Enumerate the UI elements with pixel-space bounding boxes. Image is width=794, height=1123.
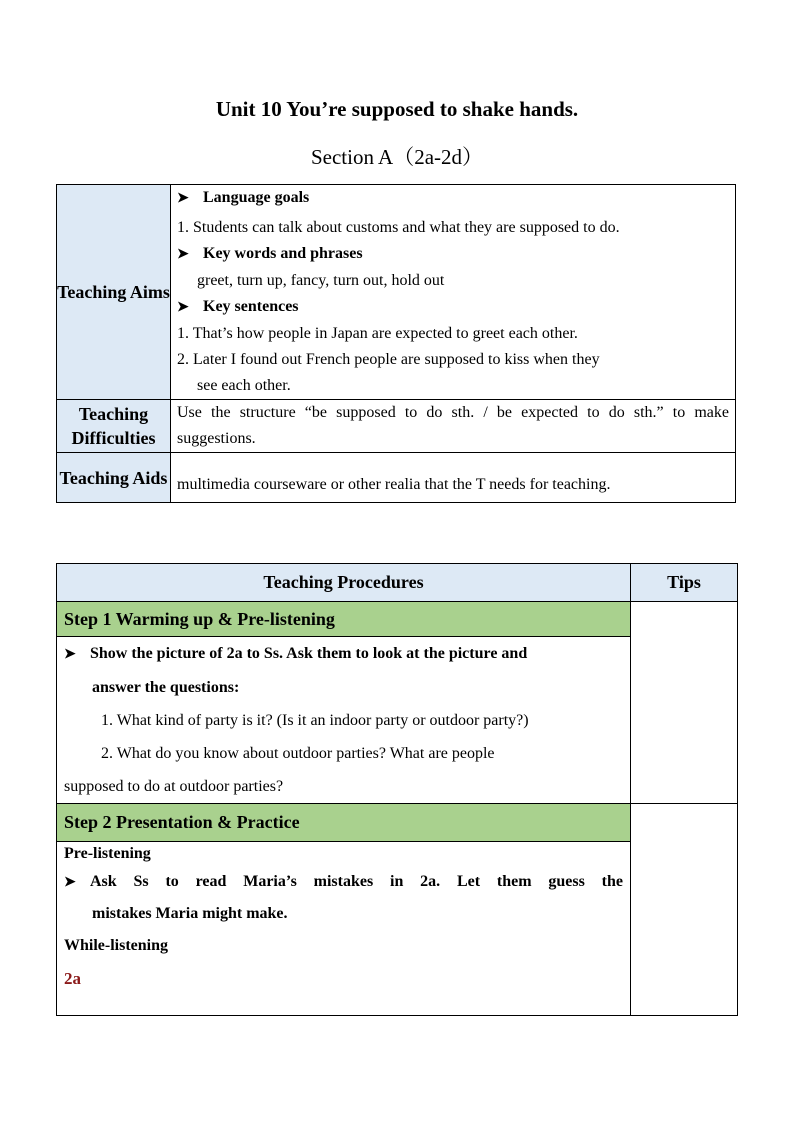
- step1-tips-cell: [631, 602, 738, 804]
- key-sentence-2: 2. Later I found out French people are supposed to kiss when they: [177, 351, 600, 368]
- step1-title: Step 1 Warming up & Pre-listening: [57, 602, 631, 637]
- teaching-aims-label: [57, 185, 171, 400]
- key-sentences-heading: [177, 294, 729, 321]
- teaching-aids-label: [57, 453, 171, 503]
- tips-header: Tips: [631, 564, 738, 602]
- teaching-difficulties-label: [57, 400, 171, 453]
- key-sentence-1: 1. That’s how people in Japan are expected to greet each other.: [177, 325, 578, 342]
- teaching-aids-content: [171, 453, 736, 503]
- arrow-bullet-icon: ➤: [177, 247, 189, 262]
- aims-row: [57, 185, 736, 400]
- teaching-difficulties-content: Use the structure “be supposed to do sth. / be expected to do sth.” to make suggestions.: [171, 400, 736, 453]
- activity-2a-label: 2a: [64, 969, 81, 988]
- step1-question-2-cont: supposed to do at outdoor parties?: [64, 778, 284, 795]
- language-goals-heading-text: Language goals: [203, 189, 310, 206]
- procedures-header: Teaching Procedures: [57, 564, 631, 602]
- difficulties-row: [57, 400, 736, 453]
- step2-row: [57, 804, 738, 842]
- aids-row: [57, 453, 736, 503]
- key-sentence-2-cont: see each other.: [197, 377, 291, 394]
- teaching-aims-label-text: Teaching Aims: [57, 282, 170, 302]
- step1-body: [57, 637, 631, 804]
- key-words-heading-text: Key words and phrases: [203, 245, 363, 262]
- arrow-bullet-icon: ➤: [177, 300, 189, 315]
- teaching-aids-text: multimedia courseware or other realia that the T needs for teaching.: [177, 476, 611, 493]
- step2-body: [57, 842, 631, 1016]
- teaching-aims-content: [171, 185, 736, 400]
- step1-bullet: [64, 637, 623, 671]
- key-words-list: greet, turn up, fancy, turn out, hold out: [197, 272, 445, 289]
- step1-row: [57, 602, 738, 637]
- teaching-aims-table: [56, 184, 736, 503]
- key-sentences-heading-text: Key sentences: [203, 298, 299, 315]
- step2-bullet: [64, 866, 623, 898]
- step1-question-1: 1. What kind of party is it? (Is it an indoor party or outdoor party?): [101, 712, 529, 729]
- step2-title: Step 2 Presentation & Practice: [57, 804, 631, 842]
- teaching-difficulties-label-text: Teaching Difficulties: [71, 404, 156, 448]
- teaching-aids-label-text: Teaching Aids: [59, 467, 168, 488]
- step1-bullet-text: Show the picture of 2a to Ss. Ask them to look at the picture and: [90, 645, 528, 662]
- page-subtitle: Section A（2a-2d）: [310, 145, 484, 169]
- step1-question-2: 2. What do you know about outdoor parties? What are people: [101, 745, 495, 762]
- language-goal-item: 1. Students can talk about customs and what they are supposed to do.: [177, 219, 620, 236]
- step1-bullet-cont: answer the questions:: [92, 679, 240, 696]
- language-goals-heading: [177, 185, 729, 212]
- arrow-bullet-icon: ➤: [177, 191, 189, 206]
- pre-listening-heading: Pre-listening: [64, 845, 151, 862]
- procedures-header-row: [57, 564, 738, 602]
- step2-tips-cell: [631, 804, 738, 1016]
- step2-bullet-text: Ask Ss to read Maria’s mistakes in 2a. Let them guess the: [90, 873, 623, 890]
- key-words-heading: [177, 241, 729, 268]
- while-listening-heading: While-listening: [64, 937, 169, 954]
- page-title: Unit 10 You’re supposed to shake hands.: [215, 97, 579, 121]
- arrow-bullet-icon: ➤: [64, 647, 76, 662]
- step2-bullet-cont: mistakes Maria might make.: [92, 905, 288, 922]
- teaching-procedures-table: [56, 563, 738, 1016]
- arrow-bullet-icon: ➤: [64, 875, 76, 890]
